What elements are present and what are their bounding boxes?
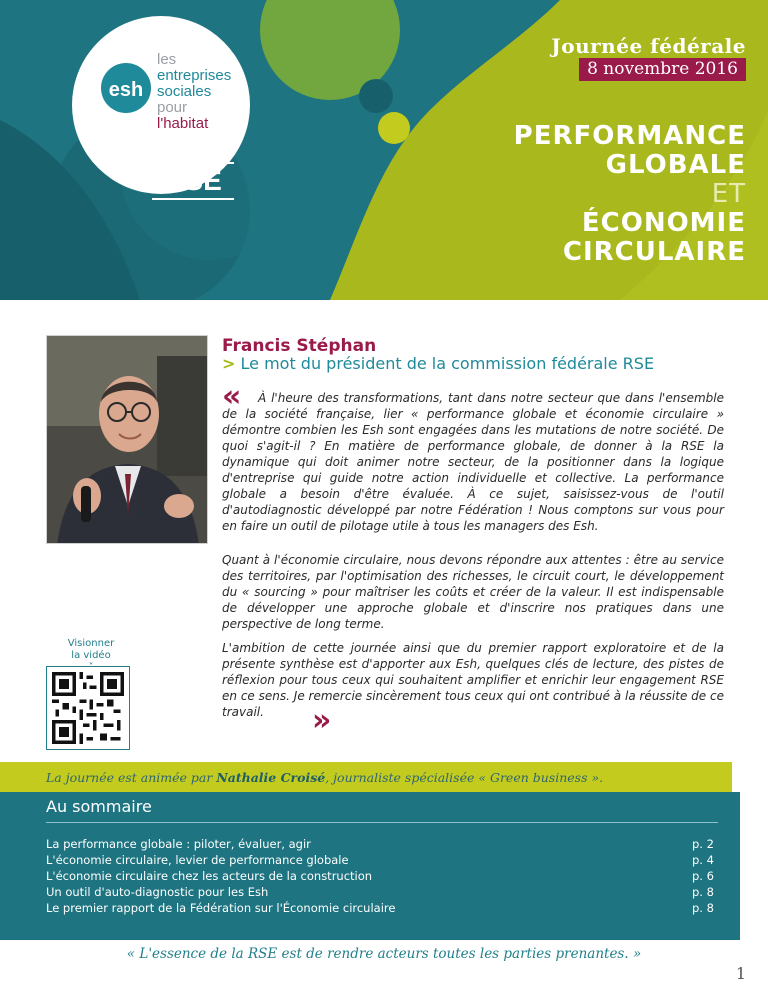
portrait-photo [47, 336, 208, 544]
toc-page: p. 8 [692, 885, 714, 899]
host-name: Nathalie Croisé [216, 770, 326, 785]
qr-code-icon [52, 672, 124, 744]
title-line: ET [711, 179, 746, 209]
title-line: ÉCONOMIE [581, 208, 746, 238]
summary-divider [46, 822, 718, 823]
toc-label: Un outil d'auto-diagnostic pour les Esh [46, 885, 269, 899]
title-line: GLOBALE [605, 150, 746, 180]
quote-paragraph: Quant à l'économie circulaire, nous devons répondre aux attentes : être au service des territoires, par l'optimisation des richesses, le circuit court, le développement du « sourcing » pour maîtriser les coûts et créer de la valeur. Il est indispensable de développer une approche globale et d'inscrire nos pratiques dans une perspective de long terme. [222, 553, 724, 631]
title-line: PERFORMANCE [513, 121, 746, 151]
author-role [222, 354, 654, 373]
toc-item[interactable] [46, 868, 722, 884]
logo-line: sociales [157, 83, 212, 100]
logo-line: l'habitat [157, 115, 209, 132]
video-label-line: Visionner [67, 638, 115, 649]
host-suffix: , journaliste spécialisée « Green business ». [325, 770, 604, 785]
toc-page: p. 6 [692, 869, 714, 883]
toc-label: Le premier rapport de la Fédération sur l'Économie circulaire [46, 901, 396, 915]
logo-wordmark [157, 52, 231, 132]
quote-open-icon: « [222, 379, 242, 414]
toc-item[interactable] [46, 836, 722, 852]
president-portrait [46, 335, 208, 544]
svg-text:esh: esh [108, 79, 144, 101]
toc-page: p. 4 [692, 853, 714, 867]
toc-item[interactable] [46, 852, 722, 868]
event-title: Journée fédérale [551, 34, 746, 58]
toc-page: p. 2 [692, 837, 714, 851]
video-label-line: la vidéo [71, 650, 111, 661]
table-of-contents [46, 836, 722, 916]
quote-paragraph: À l'heure des transformations, tant dans notre secteur que dans l'ensemble de la société française, lier « performance globale et économie circulaire » démontre combien les Esh sont engagées dans les mutations de notre société. De quoi s'agit-il ? En matière de performance globale, de donner à la RSE la dynamique qui doit animer notre secteur, de la positionner dans la logique d'entreprise qui guide notre action individuelle et collective. La performance globale a besoin d'être évaluée. À ce sujet, saisissez-vous de l'outil d'autodiagnostic développé par notre Fédération ! Nous comptons sur vous pour en faire un outil de pilotage utile à tous les managers des Esh. [222, 391, 724, 533]
page-title [514, 122, 746, 267]
quote-paragraph: L'ambition de cette journée ainsi que du premier rapport exploratoire et de la présente synthèse est d'apporter aux Esh, quelques clés de lecture, des pistes de réflexion pour tous ceux qui souhaitent amplifier et enrichir leur engagement RSE en ce sens. Je remercie sincèrement tous ceux qui ont contribué à la réussite de ce travail. [222, 641, 724, 719]
toc-item[interactable] [46, 884, 722, 900]
footer-quote: « L'essence de la RSE est de rendre acteurs toutes les parties prenantes. » [126, 946, 642, 962]
esh-logo-mark [100, 62, 152, 114]
toc-label: La performance globale : piloter, évaluer, agir [46, 837, 311, 851]
qr-code[interactable] [46, 666, 130, 750]
quote-close-icon: » [312, 703, 332, 738]
toc-item[interactable] [46, 900, 722, 916]
host-text [46, 770, 603, 785]
page-number: 1 [735, 964, 746, 983]
toc-page: p. 8 [692, 901, 714, 915]
rse-tag: RSE [152, 162, 234, 200]
chevron-right-icon: > [222, 354, 236, 373]
header-banner [0, 0, 768, 300]
title-line: CIRCULAIRE [562, 237, 746, 267]
logo-line: entreprises [157, 67, 232, 84]
summary-title: Au sommaire [46, 797, 152, 816]
toc-label: L'économie circulaire, levier de performance globale [46, 853, 349, 867]
event-date: 8 novembre 2016 [579, 58, 746, 81]
author-role-text: Le mot du président de la commission fédérale RSE [240, 354, 655, 373]
host-prefix: La journée est animée par [46, 770, 217, 785]
toc-label: L'économie circulaire chez les acteurs de la construction [46, 869, 373, 883]
author-name: Francis Stéphan [222, 336, 377, 356]
logo-line: pour [157, 99, 188, 116]
logo-line: les [157, 51, 177, 68]
